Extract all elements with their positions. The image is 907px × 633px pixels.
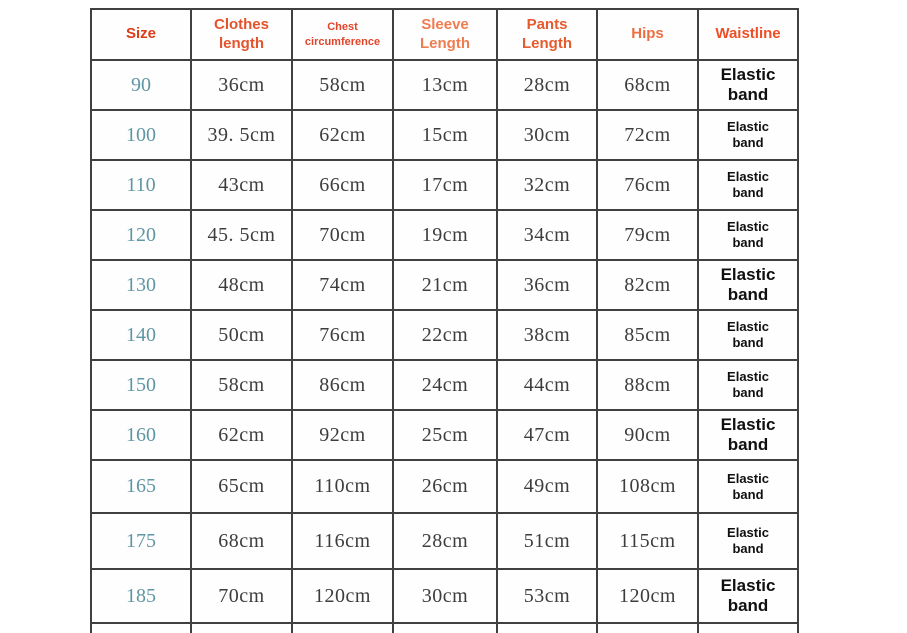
table-row: [91, 60, 798, 110]
measurement-cell: 58cm: [191, 360, 292, 410]
waistline-label: Elastic band: [720, 414, 776, 454]
size-cell: 100: [91, 110, 191, 160]
waistline-cell: [698, 60, 798, 110]
header-row: [91, 9, 798, 60]
measurement-cell: 45. 5cm: [191, 210, 292, 260]
column-header: Chest circumference: [292, 9, 393, 60]
waistline-label: Elastic band: [720, 64, 776, 104]
waistline-label: Elastic band: [727, 319, 769, 350]
measurement-cell: 120cm: [292, 569, 393, 623]
measurement-cell: 62cm: [191, 410, 292, 460]
waistline-cell: [698, 513, 798, 569]
measurement-cell: 82cm: [597, 260, 698, 310]
waistline-cell: [698, 110, 798, 160]
measurement-cell: 70cm: [191, 569, 292, 623]
measurement-cell: 92cm: [292, 410, 393, 460]
measurement-cell: 22cm: [393, 310, 497, 360]
table-row: [91, 260, 798, 310]
size-cell: 160: [91, 410, 191, 460]
measurement-cell: 39. 5cm: [191, 110, 292, 160]
measurement-cell: 116cm: [292, 513, 393, 569]
size-cell: 165: [91, 460, 191, 513]
measurement-cell: 90cm: [597, 410, 698, 460]
measurement-cell: 13cm: [393, 60, 497, 110]
measurement-cell: 62cm: [292, 110, 393, 160]
table-row: [91, 310, 798, 360]
measurement-cell: 26cm: [393, 460, 497, 513]
measurement-cell: 76cm: [292, 310, 393, 360]
waistline-cell: [698, 310, 798, 360]
waistline-cell: [698, 569, 798, 623]
measurement-cell: 38cm: [497, 310, 597, 360]
waistline-label: Elastic band: [727, 525, 769, 556]
measurement-cell: 70cm: [292, 210, 393, 260]
table-row: [91, 160, 798, 210]
measurement-cell: 19cm: [393, 210, 497, 260]
partial-cutoff-row: [91, 623, 798, 633]
column-header: Hips: [597, 9, 698, 60]
measurement-cell: 34cm: [497, 210, 597, 260]
measurement-cell: 58cm: [292, 60, 393, 110]
measurement-cell: 50cm: [191, 310, 292, 360]
size-cell: 90: [91, 60, 191, 110]
waistline-label: Elastic band: [720, 575, 776, 615]
table-row: [91, 569, 798, 623]
measurement-cell: 17cm: [393, 160, 497, 210]
column-header: Waistline: [698, 9, 798, 60]
column-header: Size: [91, 9, 191, 60]
measurement-cell: 68cm: [597, 60, 698, 110]
size-cell: 130: [91, 260, 191, 310]
measurement-cell: 28cm: [497, 60, 597, 110]
measurement-cell: 108cm: [597, 460, 698, 513]
waistline-cell: [698, 210, 798, 260]
table-row: [91, 360, 798, 410]
measurement-cell: 48cm: [191, 260, 292, 310]
table-body: [91, 60, 798, 633]
measurement-cell: 47cm: [497, 410, 597, 460]
measurement-cell: 43cm: [191, 160, 292, 210]
table-row: [91, 513, 798, 569]
waistline-cell: [698, 460, 798, 513]
column-header: Sleeve Length: [393, 9, 497, 60]
waistline-label: Elastic band: [727, 169, 769, 200]
waistline-cell: [698, 410, 798, 460]
measurement-cell: 53cm: [497, 569, 597, 623]
measurement-cell: 79cm: [597, 210, 698, 260]
measurement-cell: 72cm: [597, 110, 698, 160]
measurement-cell: 44cm: [497, 360, 597, 410]
measurement-cell: 76cm: [597, 160, 698, 210]
waistline-label: Elastic band: [727, 219, 769, 250]
measurement-cell: 68cm: [191, 513, 292, 569]
size-cell: 140: [91, 310, 191, 360]
measurement-cell: 51cm: [497, 513, 597, 569]
measurement-cell: 36cm: [497, 260, 597, 310]
column-header: Pants Length: [497, 9, 597, 60]
measurement-cell: 66cm: [292, 160, 393, 210]
size-cell: 110: [91, 160, 191, 210]
measurement-cell: 49cm: [497, 460, 597, 513]
measurement-cell: 30cm: [393, 569, 497, 623]
measurement-cell: 36cm: [191, 60, 292, 110]
measurement-cell: 88cm: [597, 360, 698, 410]
measurement-cell: 21cm: [393, 260, 497, 310]
column-header: Clothes length: [191, 9, 292, 60]
table-row: [91, 410, 798, 460]
table-row: [91, 110, 798, 160]
measurement-cell: 24cm: [393, 360, 497, 410]
waistline-cell: [698, 260, 798, 310]
waistline-label: Elastic band: [727, 119, 769, 150]
measurement-cell: 32cm: [497, 160, 597, 210]
measurement-cell: 74cm: [292, 260, 393, 310]
measurement-cell: 115cm: [597, 513, 698, 569]
waistline-label: Elastic band: [720, 264, 776, 304]
measurement-cell: 15cm: [393, 110, 497, 160]
size-cell: 150: [91, 360, 191, 410]
waistline-label: Elastic band: [727, 369, 769, 400]
waistline-cell: [698, 360, 798, 410]
measurement-cell: 110cm: [292, 460, 393, 513]
table-row: [91, 210, 798, 260]
measurement-cell: 28cm: [393, 513, 497, 569]
size-cell: 175: [91, 513, 191, 569]
table-row: [91, 460, 798, 513]
measurement-cell: 85cm: [597, 310, 698, 360]
size-cell: 185: [91, 569, 191, 623]
measurement-cell: 65cm: [191, 460, 292, 513]
measurement-cell: 120cm: [597, 569, 698, 623]
size-cell: 120: [91, 210, 191, 260]
waistline-label: Elastic band: [727, 470, 769, 502]
measurement-cell: 86cm: [292, 360, 393, 410]
size-chart-table: [90, 8, 799, 633]
measurement-cell: 30cm: [497, 110, 597, 160]
measurement-cell: 25cm: [393, 410, 497, 460]
waistline-cell: [698, 160, 798, 210]
